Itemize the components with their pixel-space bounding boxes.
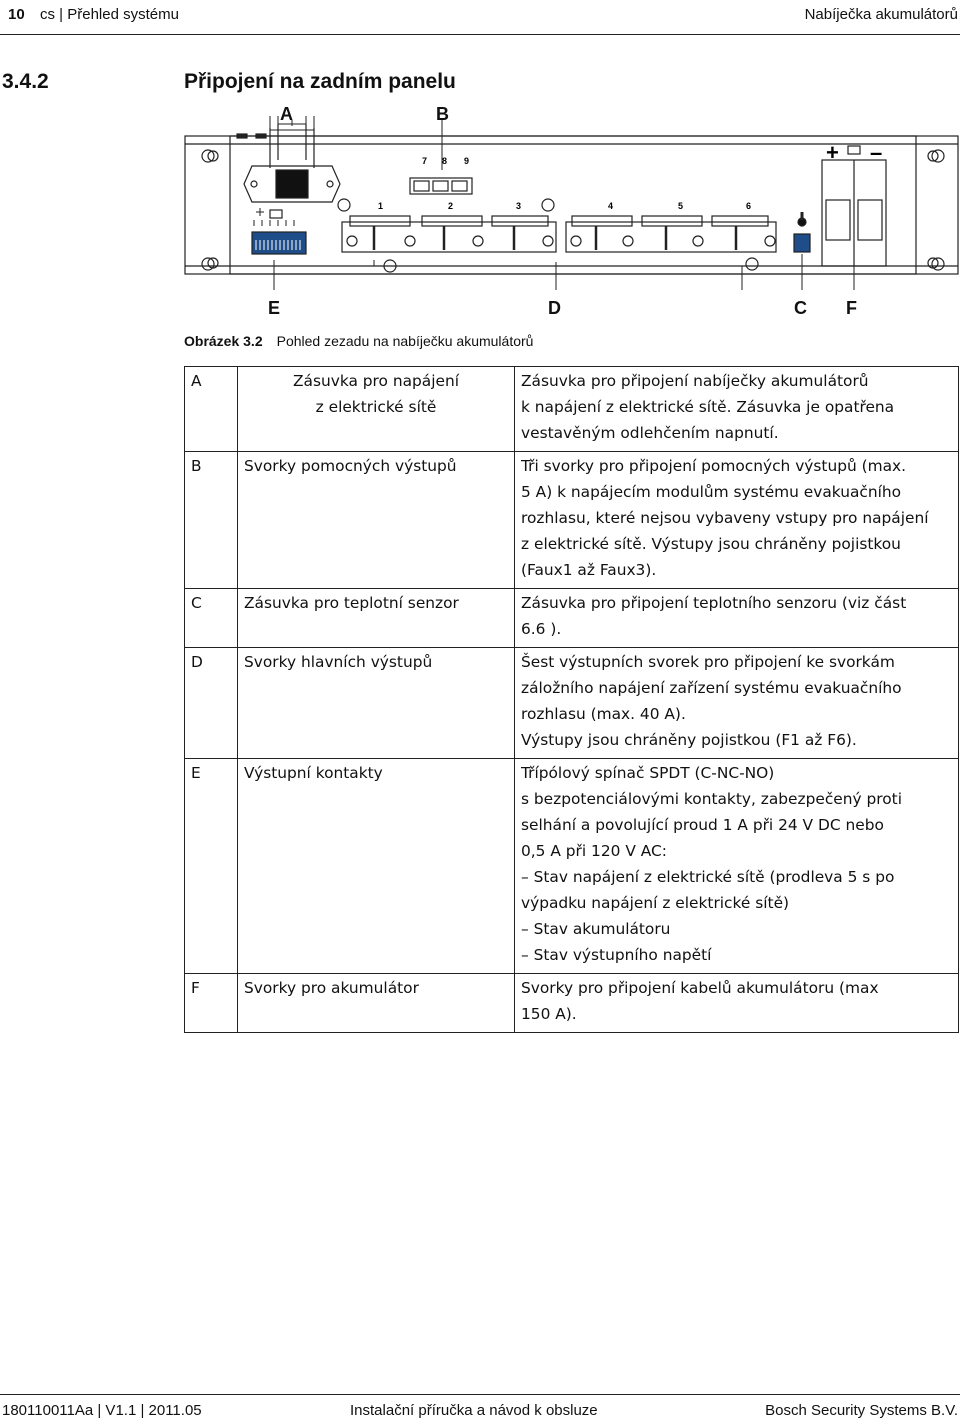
temperature-socket (794, 212, 810, 290)
row-name-line: Výstupní kontakty (244, 764, 383, 782)
row-description-line: výpadku napájení z elektrické sítě) (521, 894, 790, 912)
row-description-line: Tři svorky pro připojení pomocných výstupů (max. (521, 457, 907, 475)
row-key: A (185, 367, 238, 452)
row-description-line: záložního napájení zařízení systému evakuačního (521, 679, 902, 697)
row-description-line: 0,5 A při 120 V AC: (521, 842, 667, 860)
row-description-line: k napájení z elektrické sítě. Zásuvka je opatřena (521, 398, 895, 416)
heading-title: Připojení na zadním panelu (184, 70, 456, 93)
row-description-line: Zásuvka pro připojení teplotního senzoru (viz část (521, 594, 907, 612)
table-row (185, 367, 959, 452)
heading-number: 3.4.2 (2, 70, 49, 93)
row-name (238, 759, 515, 974)
row-description (515, 974, 959, 1033)
row-name-line: Svorky hlavních výstupů (244, 653, 433, 671)
row-key: E (185, 759, 238, 974)
battery-terminals (822, 146, 886, 290)
terminal-label-2: 2 (448, 201, 454, 211)
row-description (515, 367, 959, 452)
row-description-line: 150 A). (521, 1005, 577, 1023)
callout-f: F (846, 298, 857, 318)
table-row (185, 759, 959, 974)
aux-label-9: 9 (464, 156, 470, 166)
row-description-line: Třípólový spínač SPDT (C-NC-NO) (521, 764, 775, 782)
row-name-line: z elektrické sítě (315, 398, 437, 416)
row-description-line: – Stav napájení z elektrické sítě (prodleva 5 s po (521, 868, 895, 886)
row-description-line: s bezpotenciálovými kontakty, zabezpečený proti (521, 790, 902, 808)
row-description-line: Výstupy jsou chráněny pojistkou (F1 až F6). (521, 731, 857, 749)
row-description-line: Zásuvka pro připojení nabíječky akumulátorů (521, 372, 869, 390)
main-terminals (338, 199, 776, 290)
connection-table (184, 366, 959, 1033)
terminal-label-6: 6 (746, 201, 752, 211)
table-row (185, 974, 959, 1033)
row-name (238, 367, 515, 452)
table-row (185, 452, 959, 589)
mains-socket (244, 116, 340, 202)
callout-b: B (436, 104, 449, 124)
row-description-line: z elektrické sítě. Výstupy jsou chráněny pojistkou (521, 535, 901, 553)
header-rule (0, 34, 960, 35)
aux-label-7: 7 (422, 156, 428, 166)
section-label: cs | Přehled systému (40, 6, 179, 23)
footer-doc-type: Instalační příručka a návod k obsluze (350, 1402, 598, 1419)
row-description-line: selhání a povolující proud 1 A při 24 V DC nebo (521, 816, 884, 834)
row-name-line: Svorky pro akumulátor (244, 979, 419, 997)
page-number: 10 (8, 6, 25, 23)
terminal-label-3: 3 (516, 201, 522, 211)
product-label: Nabíječka akumulátorů (804, 6, 958, 23)
callout-a: A (280, 104, 293, 124)
figure-caption (184, 333, 533, 349)
row-description-line: 6.6 ). (521, 620, 562, 638)
caption-label: Obrázek 3.2 (184, 333, 263, 349)
row-description-line: – Stav akumulátoru (521, 920, 671, 938)
row-key: B (185, 452, 238, 589)
table-row (185, 589, 959, 648)
row-description-line: – Stav výstupního napětí (521, 946, 712, 964)
footer-rule (0, 1394, 960, 1395)
row-name (238, 648, 515, 759)
row-key: D (185, 648, 238, 759)
minus-sign: – (870, 140, 883, 165)
aux-label-8: 8 (442, 156, 448, 166)
row-key: C (185, 589, 238, 648)
row-description (515, 589, 959, 648)
callout-e: E (268, 298, 281, 318)
row-name-line: Svorky pomocných výstupů (244, 457, 457, 475)
rear-panel-figure (182, 100, 960, 322)
row-name-line: Zásuvka pro napájení (292, 372, 460, 390)
row-description-line: rozhlasu (max. 40 A). (521, 705, 686, 723)
row-name (238, 589, 515, 648)
row-name-line: Zásuvka pro teplotní senzor (244, 594, 459, 612)
page-header (0, 0, 960, 32)
plus-sign: + (826, 140, 839, 165)
row-description-line: 5 A) k napájecím modulům systému evakuačního (521, 483, 902, 501)
row-description (515, 759, 959, 974)
terminal-label-4: 4 (608, 201, 614, 211)
row-description (515, 648, 959, 759)
row-description-line: Šest výstupních svorek pro připojení ke svorkám (521, 653, 895, 671)
footer-company: Bosch Security Systems B.V. (765, 1402, 958, 1419)
row-key: F (185, 974, 238, 1033)
row-description-line: (Faux1 až Faux3). (521, 561, 657, 579)
row-name (238, 974, 515, 1033)
footer-doc-id: 180110011Aa | V1.1 | 2011.05 (2, 1402, 202, 1419)
callout-c: C (794, 298, 807, 318)
row-name (238, 452, 515, 589)
table-row (185, 648, 959, 759)
callout-d: D (548, 298, 561, 318)
row-description-line: vestavěným odlehčením napnutí. (521, 424, 779, 442)
output-contacts (252, 208, 306, 254)
row-description (515, 452, 959, 589)
row-description-line: rozhlasu, které nejsou vybaveny vstupy pro napájení (521, 509, 929, 527)
terminal-label-5: 5 (678, 201, 684, 211)
row-description-line: Svorky pro připojení kabelů akumulátoru (max (521, 979, 879, 997)
terminal-label-1: 1 (378, 201, 384, 211)
caption-text: Pohled zezadu na nabíječku akumulátorů (276, 333, 534, 349)
